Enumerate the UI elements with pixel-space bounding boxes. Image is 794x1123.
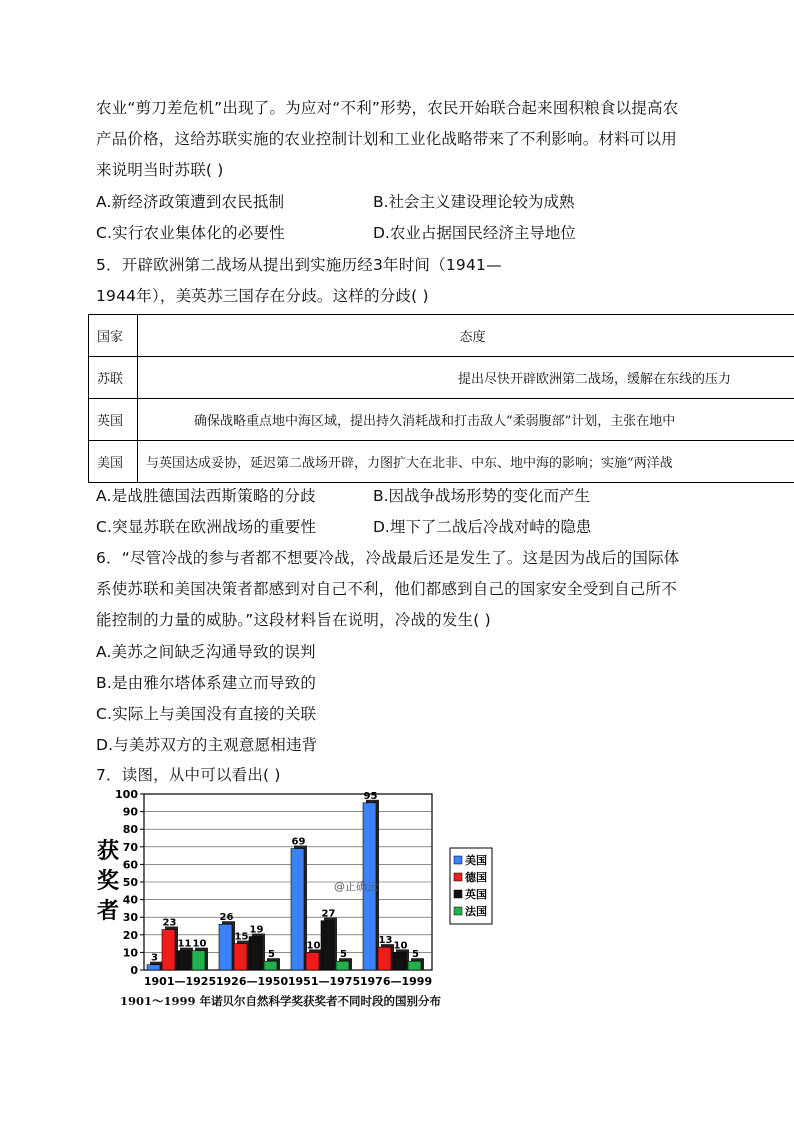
data-label: 15 — [234, 931, 249, 943]
legend-label: 德国 — [465, 871, 487, 884]
y-tick-label: 90 — [122, 805, 138, 819]
q5-option-d: D.埋下了二战后冷战对峙的隐患 — [373, 518, 592, 536]
bar-英国-2 — [321, 921, 334, 970]
y-tick-label: 0 — [130, 964, 138, 977]
bar-德国-0 — [162, 930, 175, 970]
data-label: 3 — [151, 952, 158, 964]
q6-option-c: C.实际上与美国没有直接的关联 — [96, 705, 317, 723]
table-header-row — [89, 315, 794, 357]
attitude-table — [88, 314, 794, 483]
q6-stem-line-2: 系使苏联和美国决策者都感到对自己不利，他们都感到自己的国家安全受到自己所不 — [96, 580, 677, 598]
q4-stem-line-3: 来说明当时苏联( ) — [96, 161, 224, 179]
q6-stem-line-3: 能控制的力量的威胁。”这段材料旨在说明，冷战的发生( ) — [96, 611, 491, 629]
q5-option-b: B.因战争战场形势的变化而产生 — [373, 487, 591, 505]
nobel-bar-chart — [96, 786, 506, 991]
y-tick-label: 10 — [122, 946, 138, 960]
data-label: 5 — [268, 949, 275, 961]
data-label: 10 — [306, 940, 321, 952]
x-tick-label: 1926—1950 — [215, 975, 289, 988]
y-axis-label-char: 奖 — [96, 868, 120, 894]
q7-stem: 7．读图，从中可以看出( ) — [96, 766, 281, 784]
legend-label: 美国 — [465, 854, 487, 867]
table-row — [89, 441, 794, 483]
bar-美国-2 — [291, 849, 304, 970]
bar-法国-3 — [408, 961, 421, 970]
legend-swatch — [454, 907, 462, 915]
y-tick-label: 60 — [122, 858, 138, 872]
watermark-text: @正确云 — [334, 880, 378, 893]
data-label: 10 — [192, 938, 207, 950]
data-label: 69 — [291, 836, 306, 848]
data-label: 26 — [219, 912, 234, 924]
bar-英国-0 — [177, 951, 190, 970]
table-row — [89, 357, 794, 399]
y-tick-label: 100 — [115, 788, 138, 801]
data-label: 10 — [393, 940, 408, 952]
legend-swatch — [454, 856, 462, 864]
legend-swatch — [454, 890, 462, 898]
bar-德国-3 — [378, 947, 391, 970]
q6-option-a: A.美苏之间缺乏沟通导致的误判 — [96, 643, 316, 661]
legend-label: 法国 — [465, 905, 487, 918]
q4-option-a: A.新经济政策遭到农民抵制 — [96, 193, 285, 211]
row-us-attitude: 与英国达成妥协，延迟第二战场开辟，力图扩大在北非、中东、地中海的影响；实施“两洋战 — [138, 441, 794, 483]
q4-option-d: D.农业占据国民经济主导地位 — [373, 224, 576, 242]
row-uk-country: 英国 — [89, 399, 138, 441]
data-label: 5 — [412, 949, 419, 961]
data-label: 19 — [249, 924, 264, 936]
data-label: 27 — [321, 908, 336, 920]
y-tick-label: 80 — [122, 823, 138, 837]
data-label: 11 — [177, 938, 192, 950]
y-tick-label: 40 — [122, 893, 138, 907]
q6-option-d: D.与美苏双方的主观意愿相违背 — [96, 736, 318, 754]
data-label: 5 — [340, 949, 347, 961]
q5-stem-line-1: 5．开辟欧洲第二战场从提出到实施历经3年时间（1941— — [96, 256, 502, 274]
header-country: 国家 — [89, 315, 138, 357]
q5-option-a: A.是战胜德国法西斯策略的分歧 — [96, 487, 316, 505]
y-tick-label: 70 — [122, 840, 138, 854]
row-uk-attitude: 确保战略重点地中海区域，提出持久消耗战和打击敌人“柔弱腹部”计划，主张在地中 — [138, 399, 794, 441]
y-tick-label: 50 — [122, 876, 138, 889]
y-tick-label: 20 — [122, 928, 138, 942]
data-label: 13 — [378, 935, 393, 947]
q5-stem-line-2: 1944年），美英苏三国存在分歧。这样的分歧( ) — [96, 287, 429, 305]
q4-stem-line-1: 农业“剪刀差危机”出现了。为应对“不利”形势，农民开始联合起来囤积粮食以提高农 — [96, 99, 679, 117]
data-label: 95 — [363, 790, 378, 802]
bar-美国-0 — [147, 965, 160, 970]
data-label: 23 — [162, 917, 177, 929]
bar-美国-1 — [219, 924, 232, 970]
legend-swatch — [454, 873, 462, 881]
y-axis-label-char: 者 — [96, 898, 120, 924]
q4-option-c: C.实行农业集体化的必要性 — [96, 224, 285, 242]
x-tick-label: 1901—1925 — [143, 975, 217, 988]
row-ussr-country: 苏联 — [89, 357, 138, 399]
bar-法国-2 — [336, 961, 349, 970]
bar-法国-1 — [264, 961, 277, 970]
legend-label: 英国 — [465, 888, 487, 901]
q4-stem-line-2: 产品价格，这给苏联实施的农业控制计划和工业化战略带来了不利影响。材料可以用 — [96, 130, 677, 148]
table-row — [89, 399, 794, 441]
row-us-country: 美国 — [89, 441, 138, 483]
q6-stem-line-1: 6．“尽管冷战的参与者都不想要冷战，冷战最后还是发生了。这是因为战后的国际体 — [96, 549, 680, 567]
q6-option-b: B.是由雅尔塔体系建立而导致的 — [96, 674, 317, 692]
bar-德国-1 — [234, 944, 247, 970]
bar-德国-2 — [306, 952, 319, 970]
bar-英国-3 — [393, 952, 406, 970]
q5-option-c: C.突显苏联在欧洲战场的重要性 — [96, 518, 317, 536]
chart-caption: 1901～1999 年诺贝尔自然科学奖获奖者不同时段的国别分布 — [120, 994, 442, 1008]
y-tick-label: 30 — [122, 911, 138, 925]
y-axis-label-char: 获 — [96, 838, 120, 864]
bar-法国-0 — [192, 951, 205, 970]
x-tick-label: 1951—1975 — [287, 975, 361, 988]
bar-英国-1 — [249, 937, 262, 970]
header-attitude: 态度 — [138, 315, 794, 357]
row-ussr-attitude: 提出尽快开辟欧洲第二战场，缓解在东线的压力 — [138, 357, 794, 399]
q4-option-b: B.社会主义建设理论较为成熟 — [373, 193, 575, 211]
x-tick-label: 1976—1999 — [359, 975, 433, 988]
